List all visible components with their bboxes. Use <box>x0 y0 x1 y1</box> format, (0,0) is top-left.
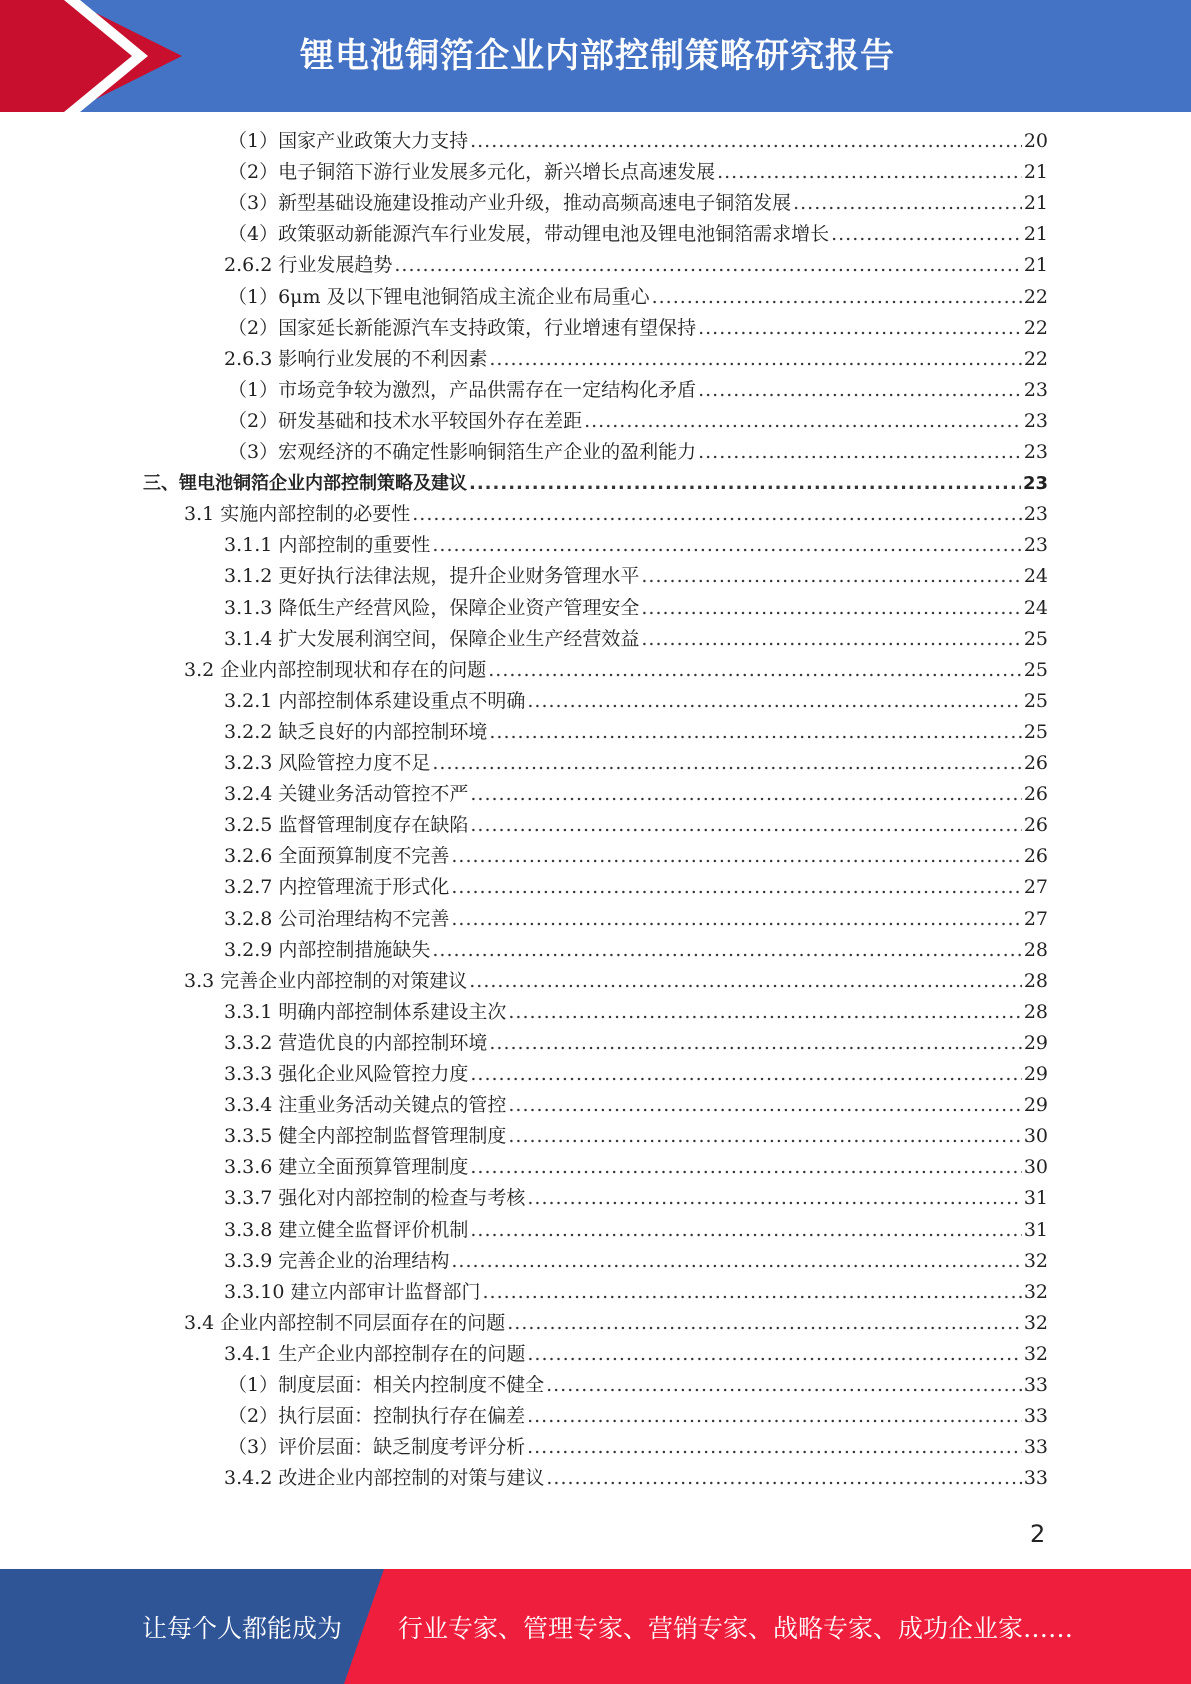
toc-entry-page: 23 <box>1023 409 1048 432</box>
toc-leader-dots <box>470 126 1022 157</box>
toc-leader-dots <box>546 1370 1022 1401</box>
toc-entry-page: 28 <box>1023 969 1048 992</box>
toc-entry[interactable] <box>224 748 1048 779</box>
toc-entry-page: 33 <box>1023 1405 1048 1428</box>
toc-entry[interactable] <box>224 1028 1048 1059</box>
toc-leader-dots <box>469 966 1022 997</box>
toc-entry-label: 3.3.4 注重业务活动关键点的管控 <box>224 1094 507 1117</box>
toc-entry-page: 20 <box>1023 130 1048 152</box>
toc-entry-label: 3.1.3 降低生产经营风险，保障企业资产管理安全 <box>224 596 640 619</box>
toc-entry[interactable] <box>224 717 1048 748</box>
toc-leader-dots <box>508 1121 1021 1152</box>
toc-entry-page: 26 <box>1023 752 1048 774</box>
toc-entry-label: 3.2 企业内部控制现状和存在的问题 <box>184 658 487 681</box>
toc-entry-page: 24 <box>1023 565 1048 588</box>
toc-leader-dots <box>546 1463 1021 1494</box>
toc-entry-page: 22 <box>1023 316 1048 339</box>
toc-leader-dots <box>527 1339 1021 1370</box>
toc-leader-dots <box>698 437 1022 468</box>
toc-entry-label: （2）国家延长新能源汽车支持政策，行业增速有望保持 <box>228 316 697 339</box>
toc-entry[interactable] <box>224 1215 1048 1246</box>
toc-entry[interactable] <box>224 593 1048 624</box>
toc-leader-dots <box>451 1246 1021 1277</box>
toc-entry-page: 33 <box>1023 1374 1048 1396</box>
toc-entry-page: 27 <box>1023 907 1048 930</box>
toc-entry[interactable] <box>224 779 1048 810</box>
toc-entry-page: 33 <box>1023 1467 1048 1490</box>
toc-leader-dots <box>698 375 1022 406</box>
toc-entry[interactable] <box>143 468 1048 499</box>
toc-entry-label: 3.2.3 风险管控力度不足 <box>224 752 431 774</box>
toc-leader-dots <box>482 1277 1021 1308</box>
toc-leader-dots <box>508 1090 1021 1121</box>
toc-leader-dots <box>641 593 1021 624</box>
toc-entry-page: 25 <box>1023 627 1048 650</box>
toc-entry[interactable] <box>184 1308 1048 1339</box>
toc-leader-dots <box>508 997 1021 1028</box>
toc-entry-label: 3.2.8 公司治理结构不完善 <box>224 907 450 930</box>
toc-entry-page: 23 <box>1022 473 1048 495</box>
toc-entry-page: 28 <box>1023 938 1048 961</box>
toc-entry[interactable] <box>228 282 1048 313</box>
toc-entry-page: 31 <box>1023 1218 1048 1241</box>
toc-entry-page: 22 <box>1023 285 1048 308</box>
toc-entry[interactable] <box>224 561 1048 592</box>
toc-entry[interactable] <box>224 904 1048 935</box>
toc-entry-label: （1）制度层面：相关内控制度不健全 <box>228 1374 545 1396</box>
toc-entry-page: 23 <box>1023 534 1048 557</box>
toc-entry-page: 25 <box>1023 689 1048 712</box>
toc-entry-page: 32 <box>1023 1311 1048 1334</box>
toc-entry[interactable] <box>224 1277 1048 1308</box>
toc-leader-dots <box>652 282 1022 313</box>
page-header <box>0 0 1191 112</box>
toc-leader-dots <box>432 935 1021 966</box>
toc-entry-label: （3）新型基础设施建设推动产业升级，推动高频高速电子铜箔发展 <box>228 192 792 215</box>
toc-entry[interactable] <box>224 1183 1048 1214</box>
toc-leader-dots <box>451 841 1021 872</box>
page-number: 2 <box>1030 1520 1046 1548</box>
toc-entry-label: 3.2.9 内部控制措施缺失 <box>224 938 431 961</box>
toc-entry[interactable] <box>228 219 1048 250</box>
page-footer <box>0 1569 1191 1684</box>
toc-leader-dots <box>432 748 1021 779</box>
toc-entry-page: 30 <box>1023 1125 1048 1148</box>
toc-leader-dots <box>451 872 1021 903</box>
toc-entry[interactable] <box>224 1246 1048 1277</box>
footer-slogan-left: 让每个人都能成为 <box>142 1614 343 1643</box>
toc-leader-dots <box>641 561 1021 592</box>
toc-leader-dots <box>470 810 1021 841</box>
toc-entry-page: 32 <box>1023 1342 1048 1365</box>
toc-entry-page: 24 <box>1023 596 1048 619</box>
toc-entry-page: 29 <box>1023 1031 1048 1054</box>
toc-entry-page: 21 <box>1023 223 1048 246</box>
toc-entry-label: 3.2.7 内控管理流于形式化 <box>224 876 450 899</box>
toc-entry[interactable] <box>224 841 1048 872</box>
toc-entry[interactable] <box>224 1152 1048 1183</box>
toc-entry[interactable] <box>228 406 1048 437</box>
toc-entry-page: 29 <box>1023 1094 1048 1117</box>
toc-entry[interactable] <box>228 1432 1048 1463</box>
toc-entry-page: 25 <box>1023 720 1048 743</box>
toc-entry-label: 3.1.1 内部控制的重要性 <box>224 534 431 557</box>
toc-entry-label: （3）宏观经济的不确定性影响铜箔生产企业的盈利能力 <box>228 441 697 463</box>
toc-entry-page: 26 <box>1023 783 1048 806</box>
toc-entry-label: 3.2.4 关键业务活动管控不严 <box>224 783 469 806</box>
toc-leader-dots <box>470 1152 1021 1183</box>
toc-leader-dots <box>489 344 1021 375</box>
toc-entry-label: 3.3.8 建立健全监督评价机制 <box>224 1218 469 1241</box>
toc-entry-page: 31 <box>1023 1187 1048 1210</box>
toc-entry-label: 3.2.1 内部控制体系建设重点不明确 <box>224 689 526 712</box>
toc-entry-label: 3.2.2 缺乏良好的内部控制环境 <box>224 720 488 743</box>
toc-entry-label: 3.3 完善企业内部控制的对策建议 <box>184 969 468 992</box>
toc-entry-label: 3.4.2 改进企业内部控制的对策与建议 <box>224 1467 545 1490</box>
toc-entry-label: 3.3.7 强化对内部控制的检查与考核 <box>224 1187 526 1210</box>
toc-entry-label: 3.1.4 扩大发展利润空间，保障企业生产经营效益 <box>224 627 640 650</box>
toc-entry[interactable] <box>228 437 1048 468</box>
toc-entry-label: （1）市场竞争较为激烈，产品供需存在一定结构化矛盾 <box>228 378 697 401</box>
toc-leader-dots <box>432 530 1021 561</box>
toc-leader-dots <box>641 624 1021 655</box>
toc-entry-page: 26 <box>1023 814 1048 837</box>
footer-slogan-right: 行业专家、管理专家、营销专家、战略专家、成功企业家…… <box>398 1614 1074 1643</box>
toc-entry-label: （2）执行层面：控制执行存在偏差 <box>228 1405 526 1428</box>
toc-entry[interactable] <box>224 997 1048 1028</box>
toc-entry-label: 3.2.5 监督管理制度存在缺陷 <box>224 814 469 837</box>
toc-entry[interactable] <box>184 499 1048 530</box>
toc-leader-dots <box>470 779 1021 810</box>
toc-entry-label: 3.4.1 生产企业内部控制存在的问题 <box>224 1342 526 1365</box>
toc-leader-dots <box>584 406 1022 437</box>
toc-entry[interactable] <box>224 872 1048 903</box>
toc-leader-dots <box>469 468 1021 499</box>
toc-entry-label: 3.1.2 更好执行法律法规，提升企业财务管理水平 <box>224 565 640 588</box>
toc-leader-dots <box>527 1401 1022 1432</box>
toc-entry-label: 3.3.9 完善企业的治理结构 <box>224 1249 450 1272</box>
toc-entry[interactable] <box>224 1121 1048 1152</box>
toc-entry[interactable] <box>224 530 1048 561</box>
toc-entry-page: 21 <box>1023 254 1048 277</box>
toc-entry[interactable] <box>228 375 1048 406</box>
toc-leader-dots <box>793 188 1022 219</box>
toc-entry-page: 23 <box>1023 441 1048 463</box>
toc-entry-label: （2）电子铜箔下游行业发展多元化，新兴增长点高速发展 <box>228 161 716 184</box>
toc-entry[interactable] <box>228 313 1048 344</box>
toc-entry[interactable] <box>224 935 1048 966</box>
toc-leader-dots <box>451 904 1021 935</box>
toc-entry-label: 3.3.6 建立全面预算管理制度 <box>224 1156 469 1179</box>
header-chevron-icon <box>64 0 154 112</box>
toc-leader-dots <box>489 1028 1021 1059</box>
toc-entry-label: 3.3.3 强化企业风险管控力度 <box>224 1063 469 1085</box>
toc-entry-label: 3.3.5 健全内部控制监督管理制度 <box>224 1125 507 1148</box>
toc-entry[interactable] <box>224 686 1048 717</box>
toc-entry-label: 2.6.2 行业发展趋势 <box>224 254 393 277</box>
toc-entry-label: 3.4 企业内部控制不同层面存在的问题 <box>184 1311 506 1334</box>
toc-leader-dots <box>698 313 1022 344</box>
toc-entry-page: 25 <box>1023 658 1048 681</box>
toc-leader-dots <box>831 219 1022 250</box>
toc-entry-page: 30 <box>1023 1156 1048 1179</box>
toc-entry-label: 2.6.3 影响行业发展的不利因素 <box>224 347 488 370</box>
toc-entry-label: 3.1 实施内部控制的必要性 <box>184 503 411 526</box>
toc-entry-page: 27 <box>1023 876 1048 899</box>
toc-entry-page: 32 <box>1023 1280 1048 1303</box>
toc-leader-dots <box>489 717 1021 748</box>
toc-entry-label: （4）政策驱动新能源汽车行业发展，带动锂电池及锂电池铜箔需求增长 <box>228 223 830 246</box>
toc-entry-page: 21 <box>1023 192 1048 215</box>
toc-leader-dots <box>412 499 1022 530</box>
toc-entry-label: （3）评价层面：缺乏制度考评分析 <box>228 1436 526 1459</box>
toc-entry-page: 28 <box>1023 1000 1048 1023</box>
toc-entry-page: 22 <box>1023 347 1048 370</box>
toc-entry-page: 32 <box>1023 1249 1048 1272</box>
header-red-block <box>0 0 70 112</box>
toc-entry[interactable] <box>224 1059 1048 1090</box>
toc-entry-page: 21 <box>1023 161 1048 184</box>
toc-leader-dots <box>527 1183 1021 1214</box>
toc-entry-page: 29 <box>1023 1063 1048 1085</box>
toc-leader-dots <box>470 1215 1021 1246</box>
toc-leader-dots <box>507 1308 1022 1339</box>
toc-entry[interactable] <box>228 126 1048 157</box>
toc-entry[interactable] <box>228 188 1048 219</box>
toc-entry[interactable] <box>224 624 1048 655</box>
toc-entry[interactable] <box>228 157 1048 188</box>
toc-entry-label: （2）研发基础和技术水平较国外存在差距 <box>228 409 583 432</box>
toc-leader-dots <box>394 250 1021 281</box>
toc-leader-dots <box>470 1059 1021 1090</box>
toc-entry[interactable] <box>224 344 1048 375</box>
toc-entry-label: 三、锂电池铜箔企业内部控制策略及建议 <box>143 473 467 495</box>
toc-entry-page: 23 <box>1023 378 1048 401</box>
toc-entry[interactable] <box>228 1370 1048 1401</box>
toc-entry-page: 26 <box>1023 845 1048 868</box>
toc-leader-dots <box>717 157 1022 188</box>
toc-entry[interactable] <box>224 1339 1048 1370</box>
toc-leader-dots <box>527 1432 1022 1463</box>
toc-entry-label: 3.2.6 全面预算制度不完善 <box>224 845 450 868</box>
toc-entry[interactable] <box>184 655 1048 686</box>
toc-entry[interactable] <box>228 1401 1048 1432</box>
toc-entry[interactable] <box>224 250 1048 281</box>
toc-entry[interactable] <box>224 810 1048 841</box>
toc-entry[interactable] <box>184 966 1048 997</box>
toc-entry-label: 3.3.10 建立内部审计监督部门 <box>224 1280 481 1303</box>
toc-leader-dots <box>527 686 1021 717</box>
toc-entry[interactable] <box>224 1463 1048 1494</box>
toc-entry-label: （1）国家产业政策大力支持 <box>228 130 469 152</box>
toc-entry-page: 33 <box>1023 1436 1048 1459</box>
page-title: 锂电池铜箔企业内部控制策略研究报告 <box>300 36 895 76</box>
toc-entry-page: 23 <box>1023 503 1048 526</box>
toc-entry-label: 3.3.1 明确内部控制体系建设主次 <box>224 1000 507 1023</box>
toc-entry-label: 3.3.2 营造优良的内部控制环境 <box>224 1031 488 1054</box>
toc-leader-dots <box>488 655 1022 686</box>
toc-entry-label: （1）6μm 及以下锂电池铜箔成主流企业布局重心 <box>228 285 650 308</box>
toc-entry[interactable] <box>224 1090 1048 1121</box>
